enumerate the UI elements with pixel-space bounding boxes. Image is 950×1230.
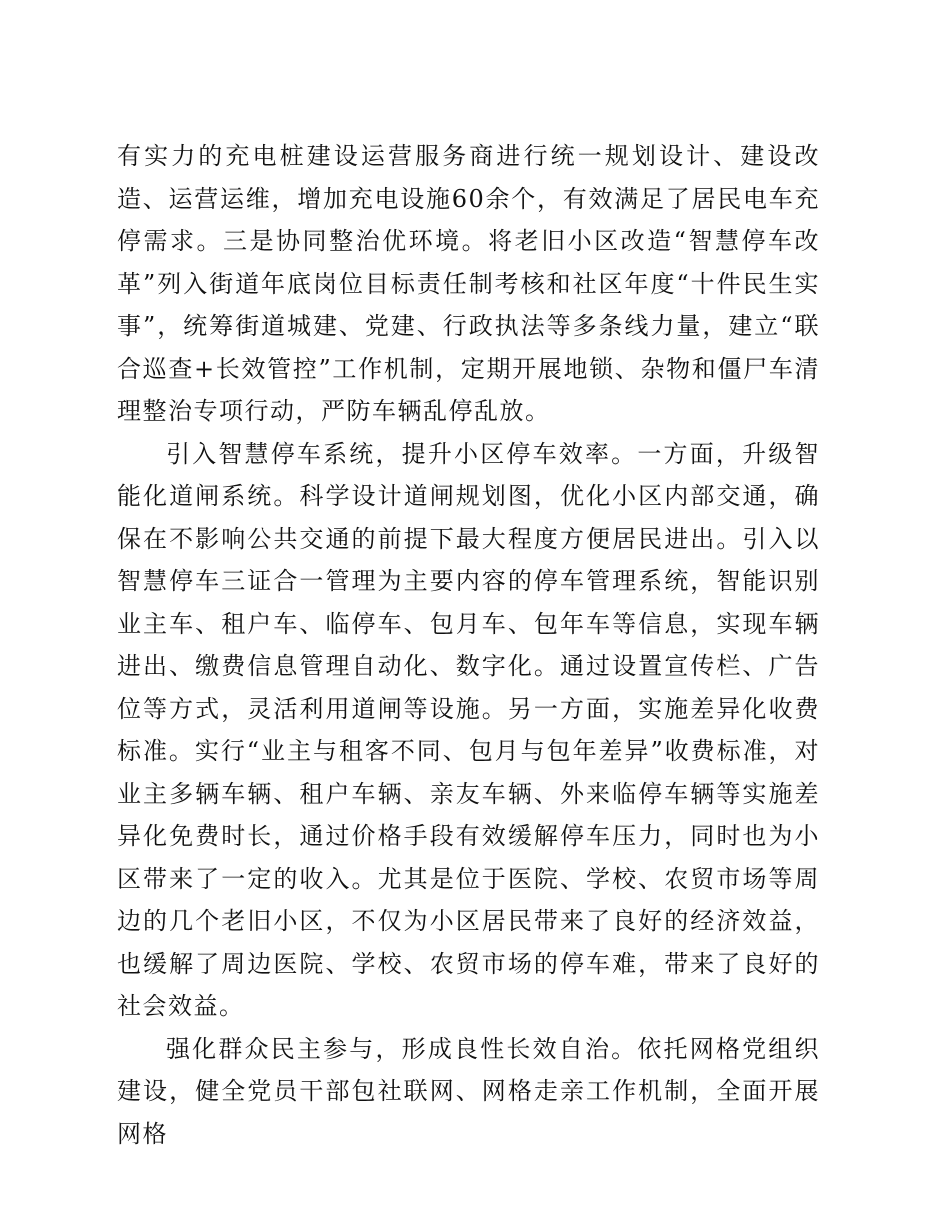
paragraph-smart-parking-system: 引入智慧停车系统，提升小区停车效率。一方面，升级智能化道闸系统。科学设计道闸规划图，优化小区内部交通，确保在不影响公共交通的前提下最大程度方便居民进出。引入以智慧停车三证合一管理为主要内容的停车管理系统，智能识别业主车、租户车、临停车、包月车、包年车等信息，实现车辆进出、缴费信息管理自动化、数字化。通过设置宣传栏、广告位等方式，灵活利用道闸等设施。另一方面，实施差异化收费标准。实行“业主与租客不同、包月与包年差异”收费标准，对业主多辆车辆、租户车辆、亲友车辆、外来临停车辆等实施差异化免费时长，通过价格手段有效缓解停车压力，同时也为小区带来了一定的收入。尤其是位于医院、学校、农贸市场等周边的几个老旧小区，不仅为小区居民带来了良好的经济效益，也缓解了周边医院、学校、农贸市场的停车难，带来了良好的社会效益。	[117, 439, 820, 1020]
paragraph-charging-and-environment: 有实力的充电桩建设运营服务商进行统一规划设计、建设改造、运营运维，增加充电设施60余个，有效满足了居民电车充停需求。三是协同整治优环境。将老旧小区改造“智慧停车改革”列入街道年底岗位目标责任制考核和社区年度“十件民生实事”，统筹街道城建、党建、行政执法等多条线力量，建立“联合巡查+长效管控”工作机制，定期开展地锁、杂物和僵尸车清理整治专项行动，严防车辆乱停乱放。	[117, 142, 820, 425]
paragraph-resident-participation: 强化群众民主参与，形成良性长效自治。依托网格党组织建设，健全党员干部包社联网、网格走亲工作机制，全面开展网格	[117, 1034, 820, 1148]
document-body	[117, 135, 820, 1155]
